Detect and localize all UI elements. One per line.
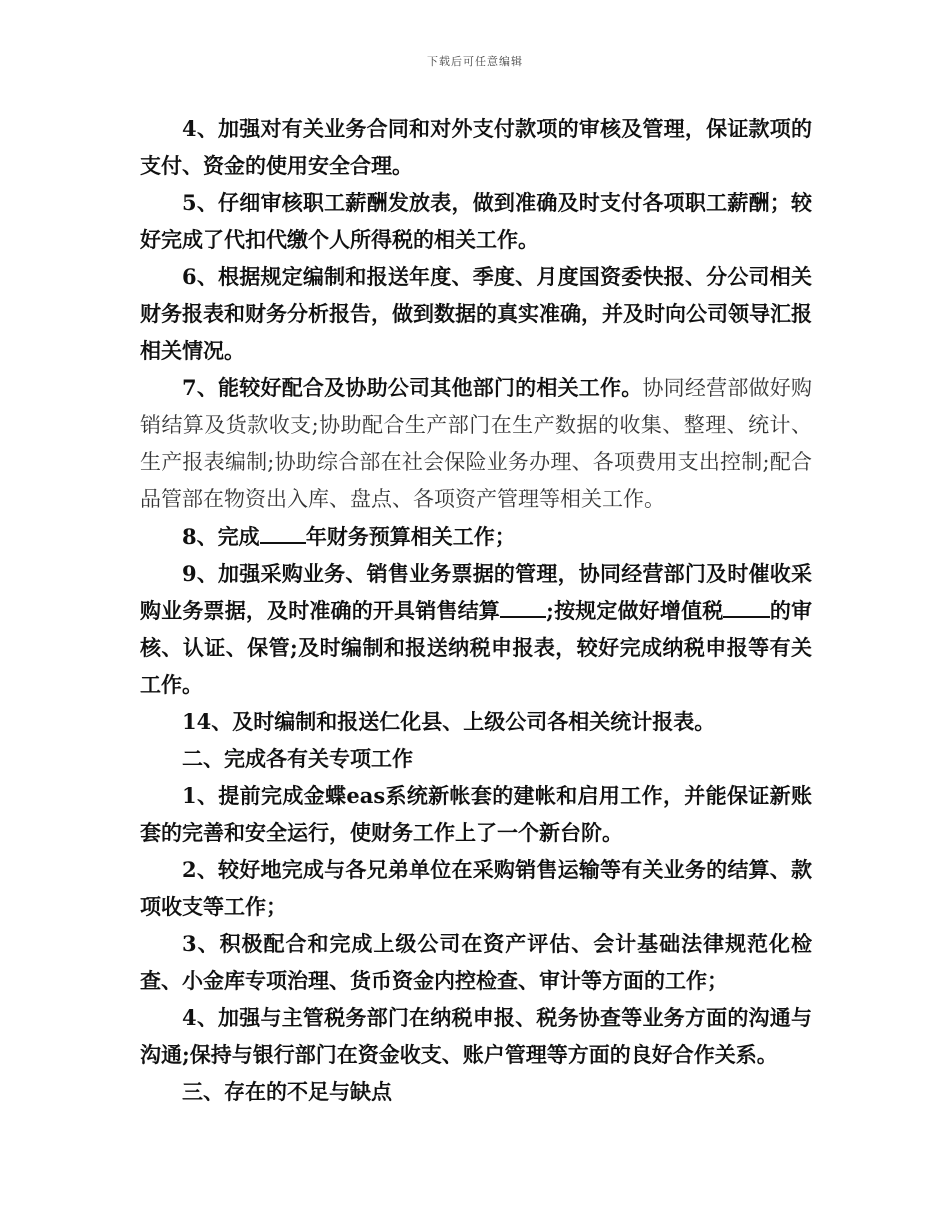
page-header: 下载后可任意编辑 bbox=[427, 55, 523, 68]
blank-line bbox=[723, 597, 769, 618]
paragraph-budget-start: 8、完成 bbox=[182, 524, 260, 549]
paragraph-invoices-part3: 的审核、认证、保管;及时编制和报送纳税申报表，较好完成纳税申报等有关工作。 bbox=[140, 598, 813, 697]
blank-line bbox=[500, 597, 546, 618]
paragraph-budget-end: 年财务预算相关工作； bbox=[305, 524, 516, 549]
paragraph-coordination-detail: 协同经营部做好购销结算及货款收支;协助配合生产部门在生产数据的收集、整理、统计、生产报表编制;协助综合部在社会保险业务办理、各项费用支出控制;配合品管部在物资出入库、盘点、各项资产管理等相关工作。 bbox=[140, 376, 812, 511]
paragraph-invoices-part1: 9、加强采购业务、销售业务票据的管理，协同经营部门及时催收采购业务票据，及时准确的开具销售结算 bbox=[140, 561, 812, 623]
paragraph-eas-system: 1、提前完成金蝶eas系统新帐套的建帐和启用工作，并能保证新账套的完善和安全运行，使财务工作上了一个新台阶。 bbox=[140, 783, 812, 845]
paragraph-contract-review: 4、加强对有关业务合同和对外支付款项的审核及管理，保证款项的支付、资金的使用安全合理。 bbox=[140, 116, 812, 178]
paragraph-payroll: 5、仔细审核职工薪酬发放表，做到准确及时支付各项职工薪酬；较好完成了代扣代缴个人所得税的相关工作。 bbox=[140, 190, 812, 252]
paragraph-coordination bbox=[140, 369, 812, 518]
paragraph-statistics: 14、及时编制和报送仁化县、上级公司各相关统计报表。 bbox=[182, 709, 716, 734]
section-heading-shortcomings: 三、存在的不足与缺点 bbox=[182, 1079, 392, 1104]
paragraph-invoices bbox=[140, 555, 812, 703]
section-heading-special-work: 二、完成各有关专项工作 bbox=[182, 746, 413, 771]
document-body bbox=[140, 110, 812, 1110]
paragraph-reporting: 6、根据规定编制和报送年度、季度、月度国资委快报、分公司相关财务报表和财务分析报告，做到数据的真实准确，并及时向公司领导汇报相关情况。 bbox=[140, 264, 812, 363]
paragraph-coordination-lead: 7、能较好配合及协助公司其他部门的相关工作。 bbox=[182, 375, 643, 400]
paragraph-audit: 3、积极配合和完成上级公司在资产评估、会计基础法律规范化检查、小金库专项治理、货币资金内控检查、审计等方面的工作； bbox=[140, 931, 812, 993]
paragraph-invoices-part2: ;按规定做好增值税 bbox=[546, 598, 724, 623]
paragraph-tax-bank: 4、加强与主管税务部门在纳税申报、税务协查等业务方面的沟通与沟通;保持与银行部门在资金收支、账户管理等方面的良好合作关系。 bbox=[140, 1005, 812, 1067]
paragraph-budget bbox=[140, 518, 812, 555]
paragraph-settlement: 2、较好地完成与各兄弟单位在采购销售运输等有关业务的结算、款项收支等工作； bbox=[140, 857, 812, 919]
blank-line bbox=[260, 523, 306, 544]
